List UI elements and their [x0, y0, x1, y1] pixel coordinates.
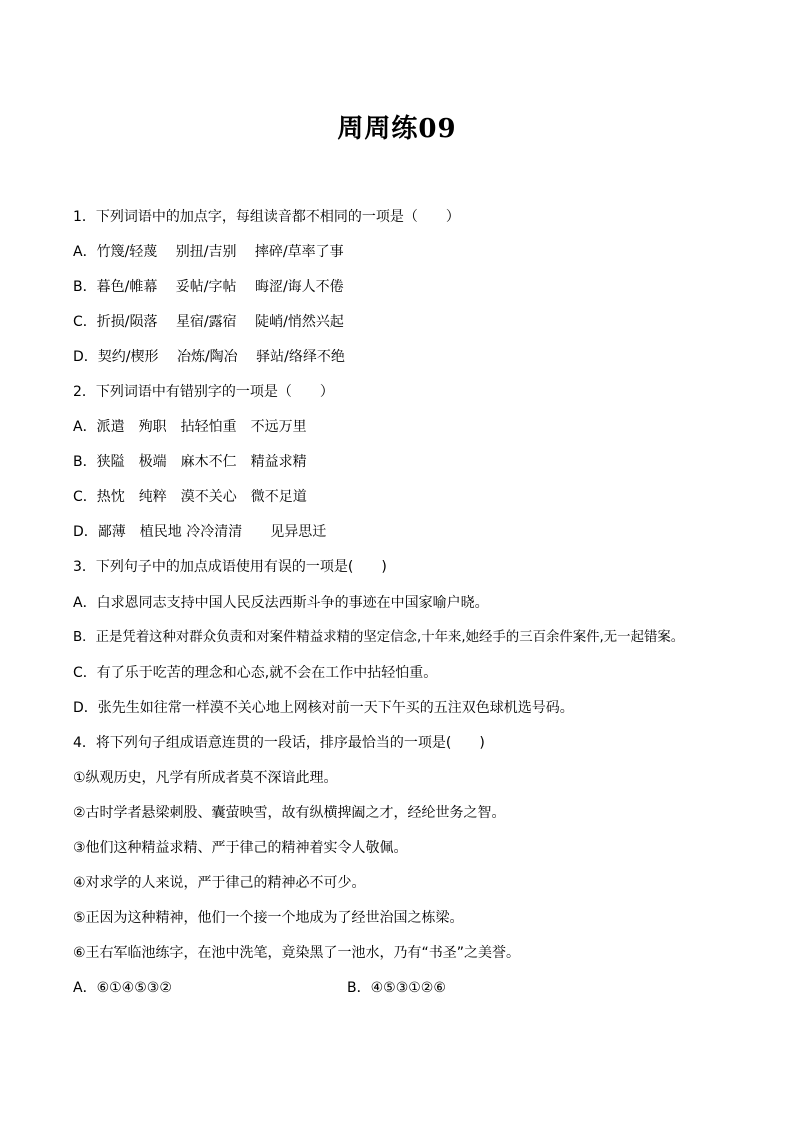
question-4-sentence-5: ⑤正因为这种精神，他们一个接一个地成为了经世治国之栋梁。 — [73, 910, 464, 926]
question-4-sentence-2: ②古时学者悬梁刺股、囊萤映雪，故有纵横捭阖之才，经纶世务之智。 — [73, 805, 506, 821]
question-3-stem: 3．下列句子中的加点成语使用有误的一项是( ) — [73, 559, 387, 575]
question-2-option-a: A．派遣 殉职 拈轻怕重 不远万里 — [73, 419, 307, 435]
question-1-stem: 1．下列词语中的加点字，每组读音都不相同的一项是（ ） — [73, 209, 460, 225]
question-4-sentence-3: ③他们这种精益求精、严于律己的精神着实令人敬佩。 — [73, 840, 408, 856]
question-1-option-a: A．竹篾/轻蔑 别扭/吉别 摔碎/草率了事 — [73, 244, 344, 260]
page-title: 周周练09 — [337, 114, 457, 144]
question-4-stem: 4．将下列句子组成语意连贯的一段话，排序最恰当的一项是( ) — [73, 735, 485, 751]
question-2-option-b: B．狭隘 极端 麻木不仁 精益求精 — [73, 454, 307, 470]
question-1-option-d: D．契约/楔形 冶炼/陶冶 驿站/络绎不绝 — [73, 349, 345, 365]
question-4-sentence-6: ⑥王右军临池练字，在池中洗笔，竟染黑了一池水，乃有“书圣”之美誉。 — [73, 945, 521, 961]
question-2-option-d: D．鄙薄 植民地 冷冷清清 见异思迁 — [73, 524, 327, 540]
question-1-option-c: C．折损/陨落 星宿/露宿 陡峭/悄然兴起 — [73, 314, 344, 330]
question-4-sentence-1: ①纵观历史，凡学有所成者莫不深谙此理。 — [73, 770, 338, 786]
question-4-sentence-4: ④对求学的人来说，严于律己的精神必不可少。 — [73, 875, 366, 891]
question-4-options-row — [73, 978, 733, 998]
question-1-option-b: B．暮色/帷幕 妥帖/字帖 晦涩/诲人不倦 — [73, 279, 344, 295]
question-2-stem: 2．下列词语中有错别字的一项是（ ） — [73, 384, 334, 400]
question-3-option-a: A．白求恩同志支持中国人民反法西斯斗争的事迹在中国家喻户晓。 — [73, 595, 489, 611]
question-3-option-b: B．正是凭着这种对群众负责和对案件精益求精的坚定信念,十年来,她经手的三百余件案件,无一起错案。 — [73, 630, 685, 645]
question-3-option-d: D．张先生如往常一样漠不关心地上网核对前一天下午买的五注双色球机选号码。 — [73, 700, 574, 716]
question-4-option-a: A．⑥①④⑤③② — [73, 980, 172, 996]
question-2-option-c: C．热忱 纯粹 漠不关心 微不足道 — [73, 489, 307, 505]
question-4-option-b: B．④⑤③①②⑥ — [347, 980, 446, 996]
question-3-option-c: C．有了乐于吃苦的理念和心态,就不会在工作中拈轻怕重。 — [73, 665, 438, 681]
